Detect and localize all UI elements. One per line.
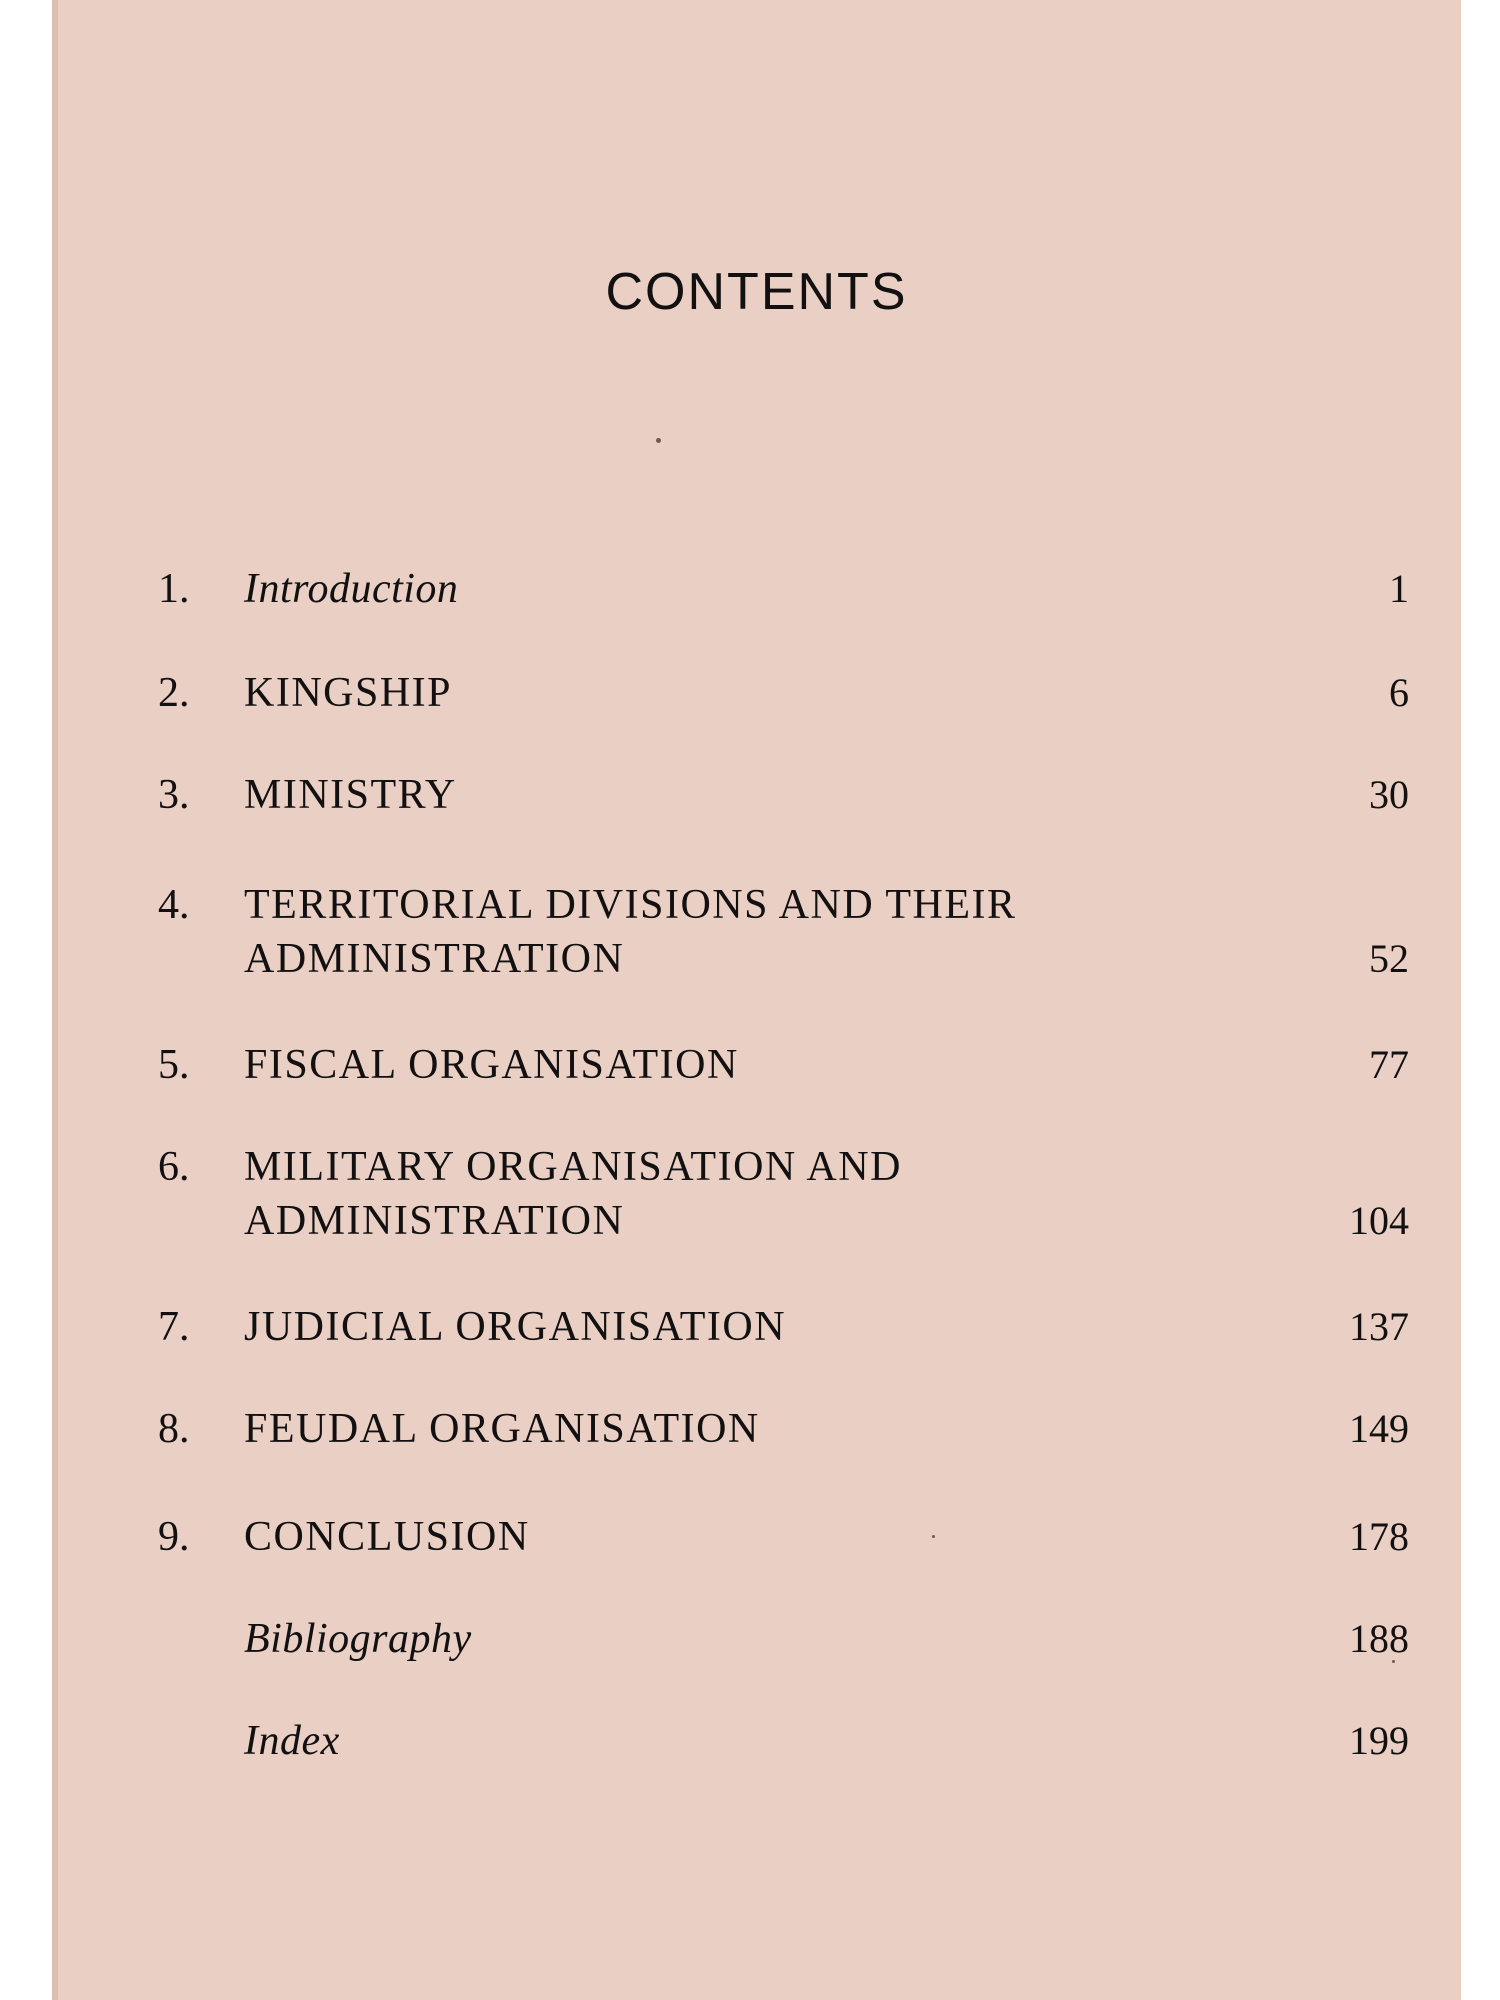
entry-title-line-1: MILITARY ORGANISATION AND (244, 1144, 902, 1190)
entry-number: 9. (158, 1514, 190, 1560)
entry-number: 7. (158, 1304, 190, 1350)
entry-page: 149 (1349, 1406, 1409, 1451)
entry-number: 1. (158, 566, 190, 612)
entry-page: 137 (1349, 1304, 1409, 1349)
entry-title: CONCLUSION (244, 1514, 530, 1560)
entry-title: Introduction (244, 566, 459, 612)
entry-page: 6 (1389, 670, 1409, 715)
entry-number: 2. (158, 670, 190, 716)
entry-page: 188 (1349, 1616, 1409, 1661)
entry-title: Bibliography (244, 1616, 472, 1662)
entry-title: FISCAL ORGANISATION (244, 1042, 739, 1088)
entry-page: 1 (1389, 566, 1409, 611)
entry-number: 6. (158, 1144, 190, 1190)
entry-page: 77 (1369, 1042, 1409, 1087)
entry-page: 52 (1369, 936, 1409, 981)
entry-page: 30 (1369, 772, 1409, 817)
entry-title-line-1: TERRITORIAL DIVISIONS AND THEIR (244, 882, 1017, 928)
entry-title: MINISTRY (244, 772, 457, 818)
entry-number: 8. (158, 1406, 190, 1452)
table-of-contents (52, 0, 1461, 2000)
entry-page: 178 (1349, 1514, 1409, 1559)
entry-title: Index (244, 1718, 340, 1764)
entry-title: FEUDAL ORGANISATION (244, 1406, 760, 1452)
entry-title-line-2: ADMINISTRATION (244, 936, 625, 982)
entry-number: 3. (158, 772, 190, 818)
entry-title: KINGSHIP (244, 670, 453, 716)
entry-title: JUDICIAL ORGANISATION (244, 1304, 787, 1350)
entry-page: 104 (1349, 1198, 1409, 1243)
entry-title-line-2: ADMINISTRATION (244, 1198, 625, 1244)
book-page (52, 0, 1461, 2000)
entry-number: 5. (158, 1042, 190, 1088)
page-title: CONTENTS (605, 263, 908, 321)
entry-number: 4. (158, 882, 190, 928)
entry-page: 199 (1349, 1718, 1409, 1763)
